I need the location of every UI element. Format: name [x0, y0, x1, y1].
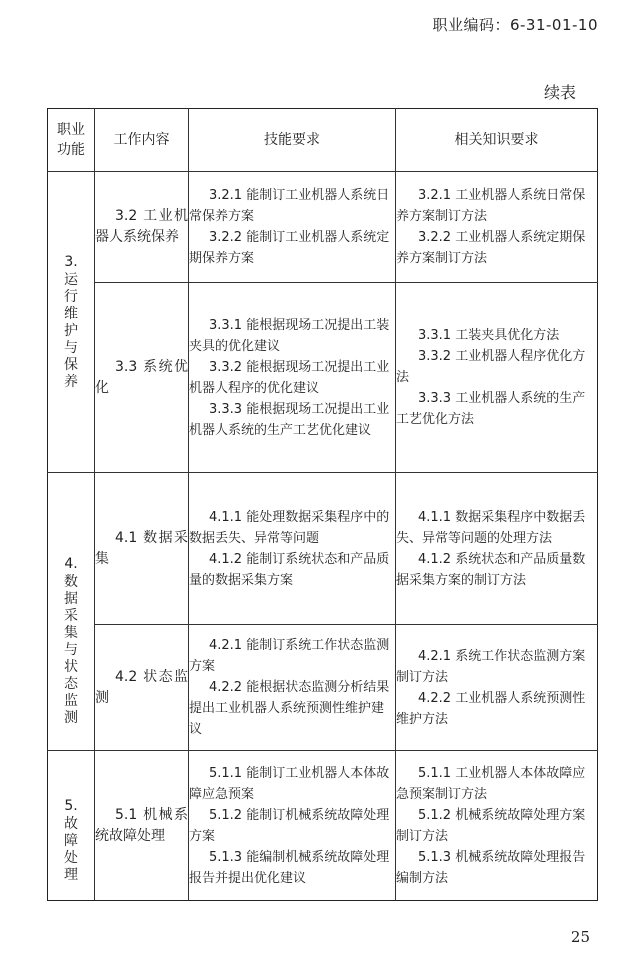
function-cell: [48, 751, 95, 901]
knowledge-item: 3.2.1 工业机器人系统日常保养方案制订方法: [396, 188, 586, 224]
table-row: [48, 172, 598, 283]
table-row: [48, 751, 598, 901]
header-knowledge: 相关知识要求: [396, 109, 598, 172]
content-cell: 3.3 系统优化: [95, 283, 189, 473]
skill-item: 4.1.1 能处理数据采集程序中的数据丢失、异常等问题: [189, 509, 390, 546]
skills-cell: [189, 172, 396, 283]
content-cell: 4.2 状态监测: [95, 625, 189, 751]
skill-item: 4.2.2 能根据状态监测分析结果提出工业机器人系统预测性维护建议: [189, 680, 390, 737]
function-cell: [48, 473, 95, 751]
knowledge-item: 3.3.3 工业机器人系统的生产工艺优化方法: [396, 391, 586, 427]
skill-item: 5.1.3 能编制机械系统故障处理报告并提出优化建议: [189, 849, 390, 886]
knowledge-cell: [396, 751, 598, 901]
content-cell: 4.1 数据采集: [95, 473, 189, 625]
content-cell: 3.2 工业机器人系统保养: [95, 172, 189, 283]
table-row: [48, 283, 598, 473]
content-cell: 5.1 机械系统故障处理: [95, 751, 189, 901]
knowledge-cell: [396, 172, 598, 283]
table-row: [48, 625, 598, 751]
function-name: 故障处理: [64, 815, 78, 883]
knowledge-item: 3.3.1 工装夹具优化方法: [418, 328, 560, 343]
page-number: 25: [570, 928, 590, 946]
table-header-row: [48, 109, 598, 172]
knowledge-cell: [396, 283, 598, 473]
skill-item: 3.2.1 能制订工业机器人系统日常保养方案: [189, 188, 390, 224]
knowledge-item: 5.1.1 工业机器人本体故障应急预案制订方法: [396, 765, 586, 802]
continued-label: 续表: [543, 83, 576, 102]
skill-item: 4.1.2 能制订系统状态和产品质量的数据采集方案: [189, 551, 390, 588]
skills-cell: [189, 751, 396, 901]
skill-item: 3.3.1 能根据现场工况提出工装夹具的优化建议: [189, 317, 390, 354]
function-cell: [48, 172, 95, 473]
knowledge-item: 3.2.2 工业机器人系统定期保养方案制订方法: [396, 230, 586, 266]
knowledge-cell: [396, 473, 598, 625]
knowledge-item: 4.2.2 工业机器人系统预测性维护方法: [396, 690, 586, 727]
skills-cell: [189, 283, 396, 473]
knowledge-item: 3.3.2 工业机器人程序优化方法: [396, 349, 586, 385]
knowledge-item: 5.1.3 机械系统故障处理报告编制方法: [396, 849, 586, 886]
function-number: 3.: [64, 253, 78, 270]
header-content: 工作内容: [95, 109, 189, 172]
skill-item: 3.3.2 能根据现场工况提出工业机器人程序的优化建议: [189, 359, 390, 396]
header-function: 职业 功能: [48, 109, 95, 172]
header-skills: 技能要求: [189, 109, 396, 172]
function-name: 运行维护与保养: [64, 271, 78, 390]
function-number: 5.: [64, 797, 78, 814]
function-number: 4.: [64, 556, 78, 572]
skill-item: 5.1.1 能制订工业机器人本体故障应急预案: [189, 765, 390, 802]
occupation-code: 职业编码：6-31-01-10: [432, 16, 598, 34]
function-name: 数据采集与状态监测: [64, 574, 78, 726]
knowledge-item: 5.1.2 机械系统故障处理方案制订方法: [396, 807, 586, 844]
skills-cell: [189, 625, 396, 751]
knowledge-item: 4.1.2 系统状态和产品质量数据采集方案的制订方法: [396, 551, 586, 588]
skills-table: [47, 108, 598, 901]
skill-item: 3.3.3 能根据现场工况提出工业机器人系统的生产工艺优化建议: [189, 401, 390, 438]
knowledge-item: 4.1.1 数据采集程序中数据丢失、异常等问题的处理方法: [396, 509, 586, 546]
table-row: [48, 473, 598, 625]
skill-item: 3.2.2 能制订工业机器人系统定期保养方案: [189, 230, 390, 266]
knowledge-item: 4.2.1 系统工作状态监测方案制订方法: [396, 648, 586, 685]
skills-cell: [189, 473, 396, 625]
knowledge-cell: [396, 625, 598, 751]
skill-item: 5.1.2 能制订机械系统故障处理方案: [189, 807, 390, 844]
skill-item: 4.2.1 能制订系统工作状态监测方案: [189, 638, 390, 674]
